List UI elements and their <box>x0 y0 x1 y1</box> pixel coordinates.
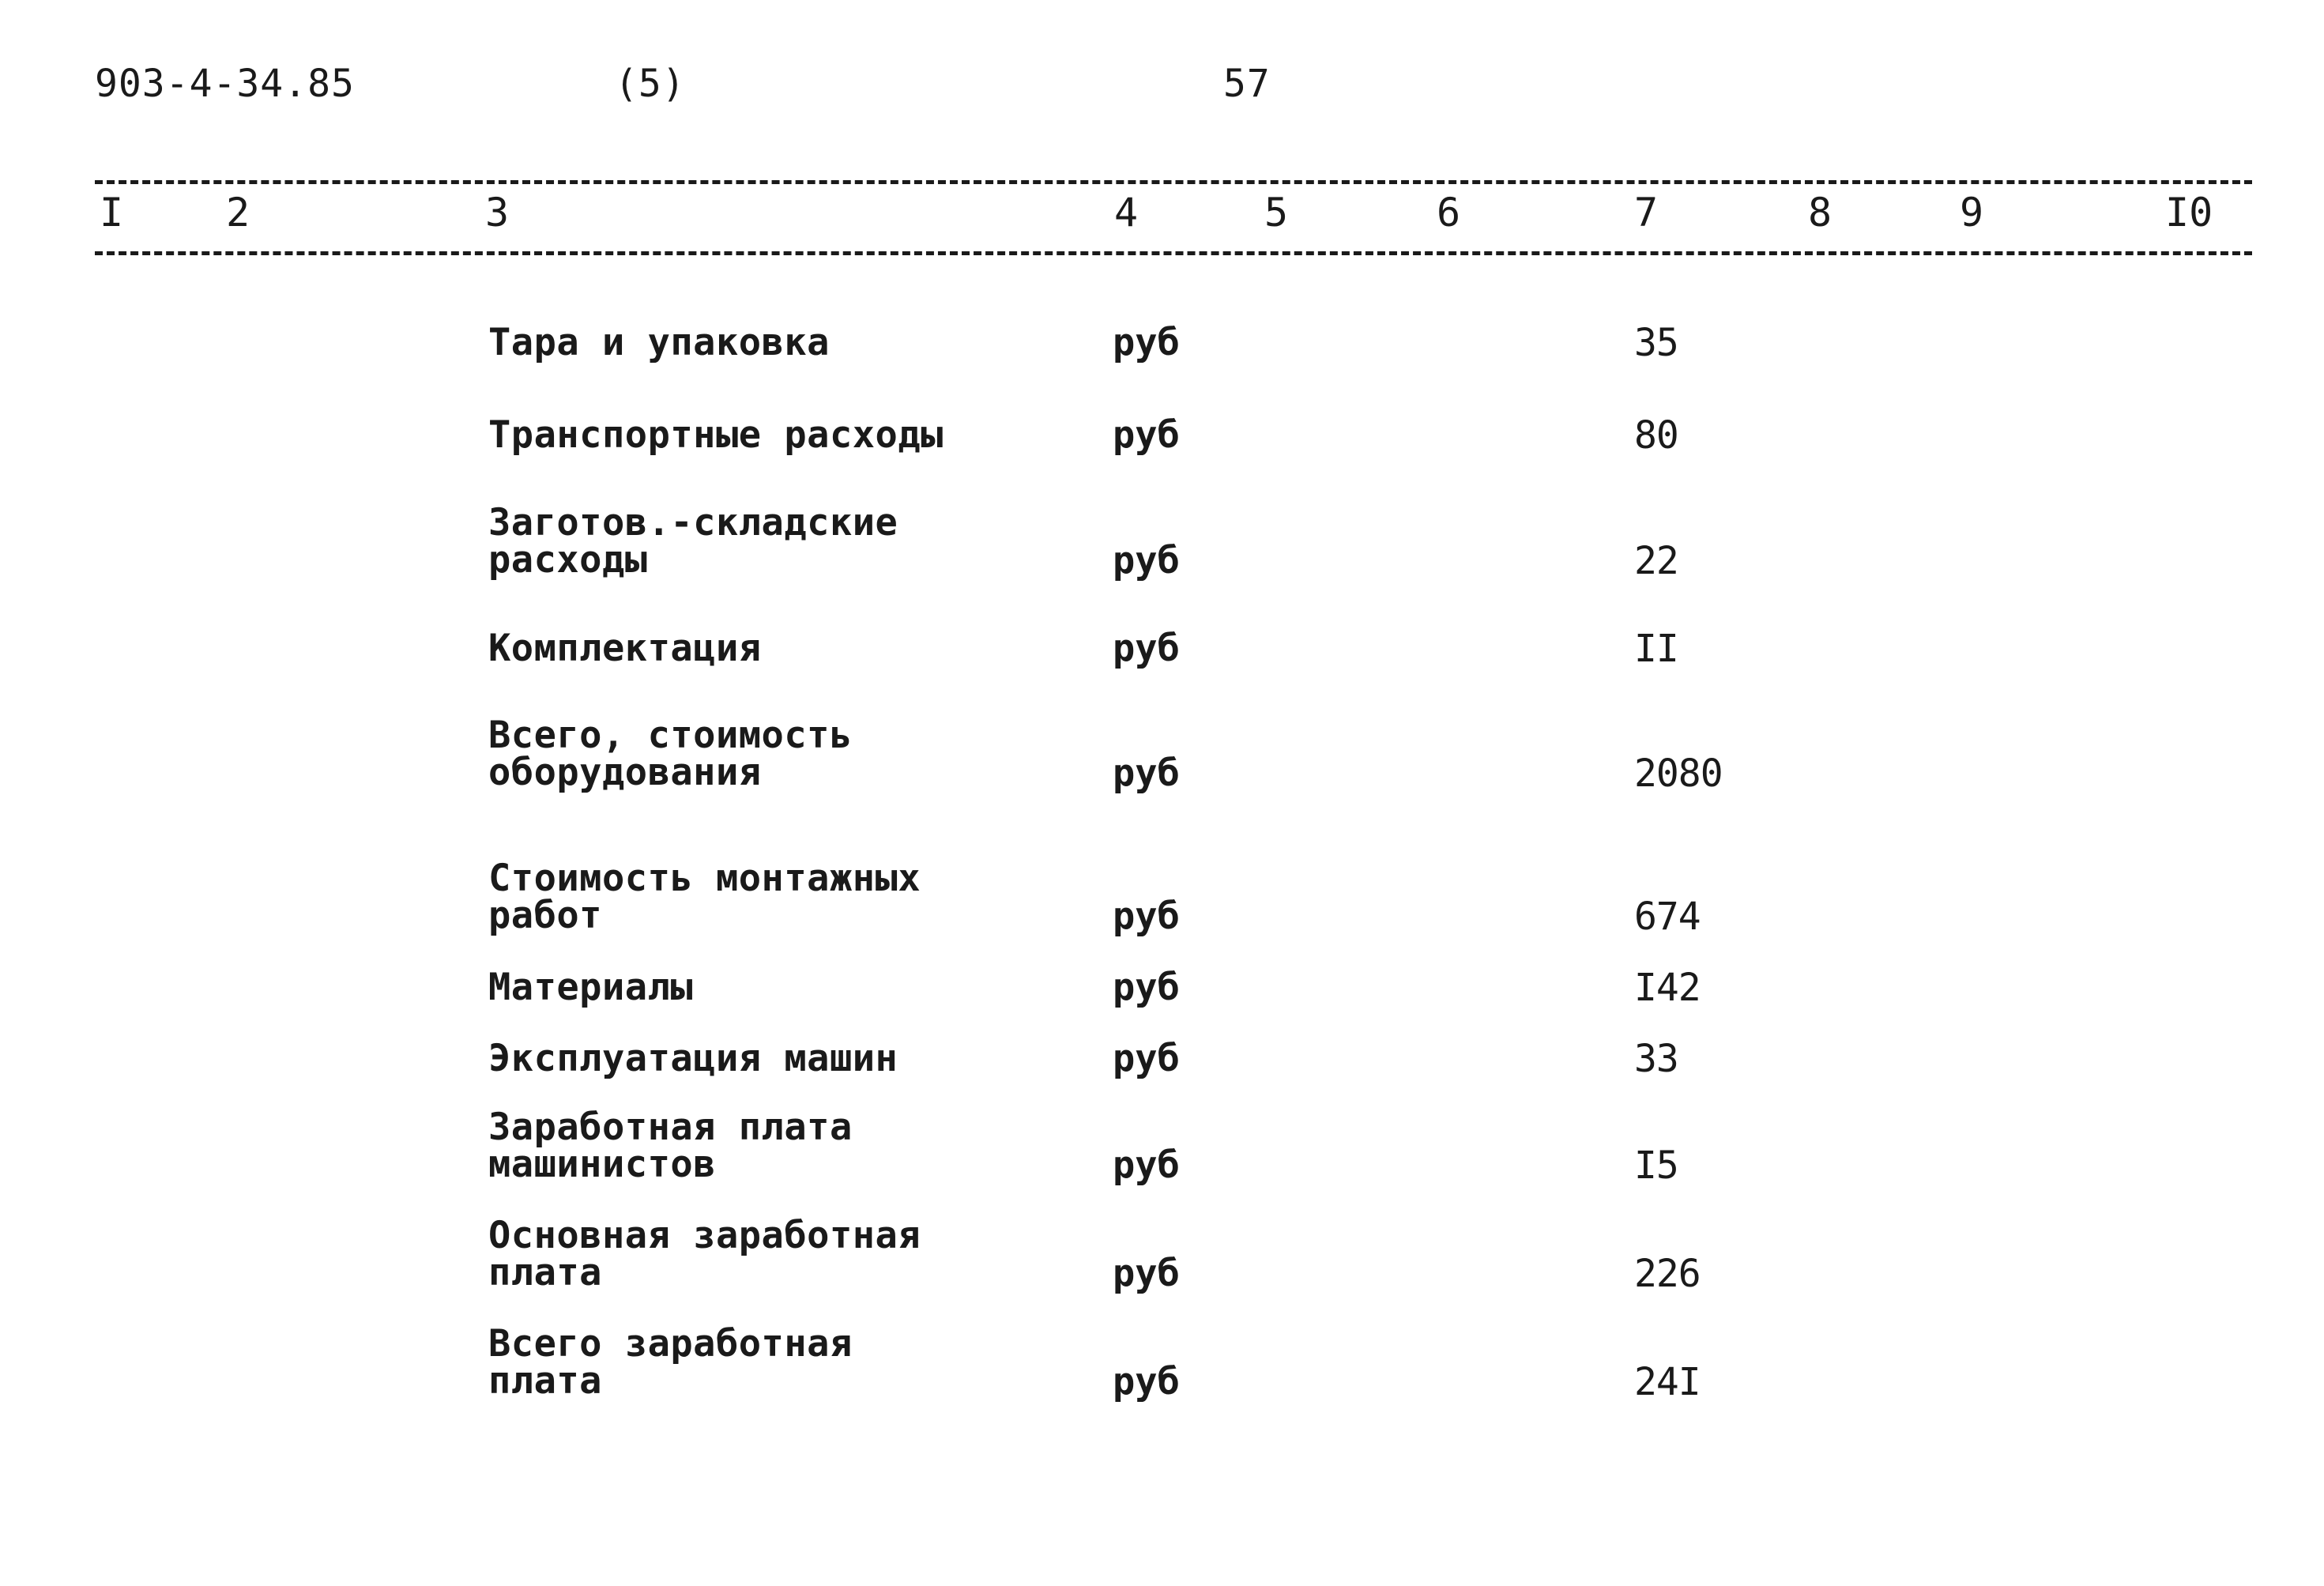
doc-code: 903-4-34.85 <box>95 62 355 106</box>
column-number: 4 <box>1114 190 1139 235</box>
row-value: I42 <box>1634 966 1701 1010</box>
page-number: 57 <box>1223 62 1271 106</box>
row-description: Комплектация <box>488 627 762 670</box>
column-number: 5 <box>1264 190 1289 235</box>
row-unit: руб <box>1113 895 1180 938</box>
row-value: I5 <box>1634 1143 1678 1188</box>
column-number: I <box>100 190 124 235</box>
row-value: 22 <box>1634 539 1678 583</box>
row-unit: руб <box>1113 539 1180 582</box>
row-unit: руб <box>1113 966 1180 1009</box>
row-description: Эксплуатация машин <box>488 1037 898 1080</box>
row-unit: руб <box>1113 1360 1180 1403</box>
row-value: 35 <box>1634 321 1678 365</box>
row-unit: руб <box>1113 752 1180 795</box>
column-header-top-rule <box>95 180 2252 184</box>
row-description: Заготов.-складские расходы <box>488 501 898 582</box>
row-value: 24I <box>1634 1360 1701 1404</box>
row-value: 33 <box>1634 1037 1678 1081</box>
row-unit: руб <box>1113 413 1180 457</box>
column-number: 6 <box>1437 190 1461 235</box>
column-number: 3 <box>485 190 510 235</box>
row-unit: руб <box>1113 1252 1180 1295</box>
row-unit: руб <box>1113 627 1180 670</box>
column-header-bottom-rule <box>95 251 2252 255</box>
column-number: 2 <box>226 190 250 235</box>
column-number: 8 <box>1808 190 1832 235</box>
row-unit: руб <box>1113 1037 1180 1080</box>
row-description: Заработная плата машинистов <box>488 1106 853 1186</box>
row-value: 674 <box>1634 895 1701 939</box>
row-unit: руб <box>1113 321 1180 364</box>
row-description: Всего заработная плата <box>488 1322 853 1403</box>
column-number: 9 <box>1960 190 1984 235</box>
row-value: 80 <box>1634 413 1678 458</box>
column-number: I0 <box>2165 190 2213 235</box>
row-description: Тара и упаковка <box>488 321 830 364</box>
row-description: Транспортные расходы <box>488 413 944 457</box>
row-value: 2080 <box>1634 752 1723 796</box>
row-description: Основная заработная плата <box>488 1214 921 1294</box>
row-value: II <box>1634 627 1678 671</box>
row-description: Стоимость монтажных работ <box>488 857 921 937</box>
column-number: 7 <box>1634 190 1659 235</box>
row-description: Всего, стоимость оборудования <box>488 714 853 794</box>
row-unit: руб <box>1113 1143 1180 1187</box>
row-description: Материалы <box>488 966 694 1009</box>
row-value: 226 <box>1634 1252 1701 1296</box>
part-number: (5) <box>615 62 686 106</box>
